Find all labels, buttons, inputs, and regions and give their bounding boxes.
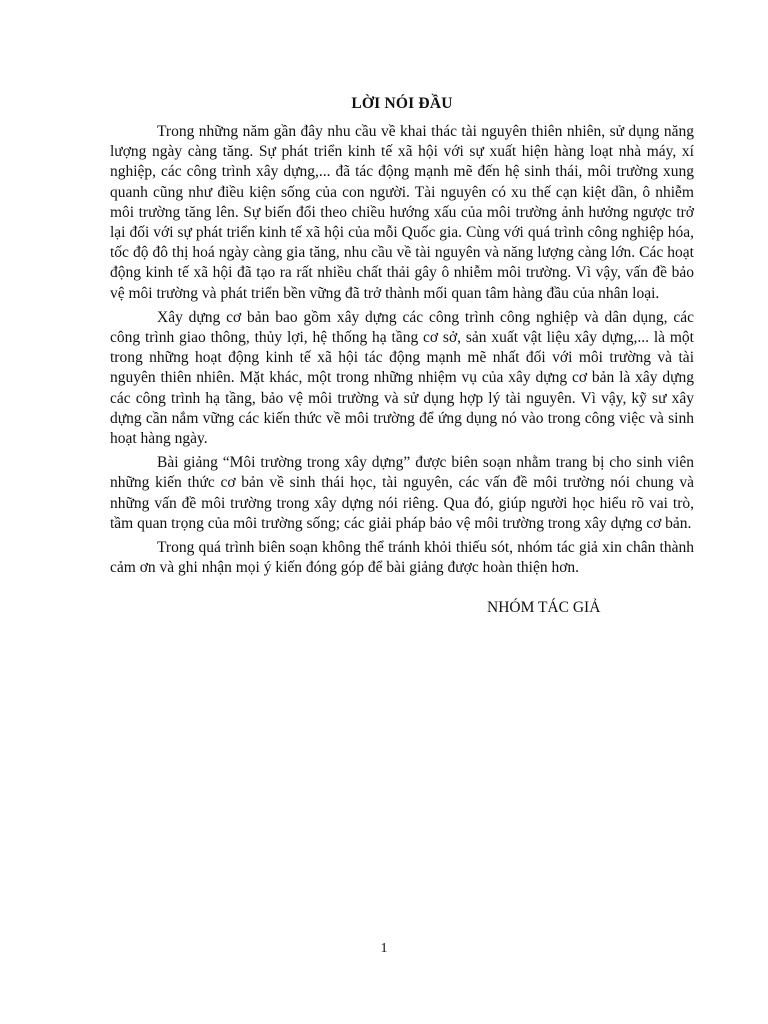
paragraph-3: Bài giảng “Môi trường trong xây dựng” được biên soạn nhằm trang bị cho sinh viên những kiến thức cơ bản về sinh thái học, tài nguyên, các vấn đề môi trường nói chung và những vấn đề môi trường trong xây dựng nói riêng. Qua đó, giúp người học hiểu rõ vai trò, tầm quan trọng của môi trường sống; các giải pháp bảo vệ môi trường trong xây dựng cơ bản.: [110, 454, 694, 532]
page-content: [110, 94, 694, 618]
paragraph-4: Trong quá trình biên soạn không thể tránh khỏi thiếu sót, nhóm tác giả xin chân thành cảm ơn và ghi nhận mọi ý kiến đóng góp để bài giảng được hoàn thiện hơn.: [110, 539, 694, 577]
author-signature: NHÓM TÁC GIẢ: [487, 599, 601, 617]
page-title: LỜI NÓI ĐẦU: [351, 95, 453, 112]
paragraph-1: Trong những năm gần đây nhu cầu về khai thác tài nguyên thiên nhiên, sử dụng năng lượng ngày càng tăng. Sự phát triển kinh tế xã hội với sự xuất hiện hàng loạt nhà máy, xí nghiệp, các công trình xây dựng,... đã tác động mạnh mẽ đến hệ sinh thái, môi trường xung quanh cũng như điều kiện sống của con người. Tài nguyên có xu thế cạn kiệt dần, ô nhiễm môi trường tăng lên. Sự biến đổi theo chiều hướng xấu của môi trường ảnh hưởng ngược trở lại đối với sự phát triển kinh tế xã hội của mỗi Quốc gia. Cùng với quá trình công nghiệp hóa, tốc độ đô thị hoá ngày càng gia tăng, nhu cầu về tài nguyên và năng lượng càng lớn. Các hoạt động kinh tế xã hội đã tạo ra rất nhiều chất thải gây ô nhiễm môi trường. Vì vậy, vấn đề bảo vệ môi trường và phát triển bền vững đã trở thành mối quan tâm hàng đầu của nhân loại.: [110, 123, 694, 302]
page-number: 1: [380, 941, 388, 956]
paragraph-2: Xây dựng cơ bản bao gồm xây dựng các công trình công nghiệp và dân dụng, các công trình giao thông, thủy lợi, hệ thống hạ tầng cơ sở, sản xuất vật liệu xây dựng,... là một trong những hoạt động kinh tế xã hội tác động mạnh mẽ nhất đối với môi trường và tài nguyên thiên nhiên. Mặt khác, một trong những nhiệm vụ của xây dựng cơ bản là xây dựng các công trình hạ tầng, bảo vệ môi trường và sử dụng hợp lý tài nguyên. Vì vậy, kỹ sư xây dựng cần nắm vững các kiến thức về môi trường để ứng dụng nó vào trong công việc và sinh hoạt hàng ngày.: [110, 308, 694, 448]
